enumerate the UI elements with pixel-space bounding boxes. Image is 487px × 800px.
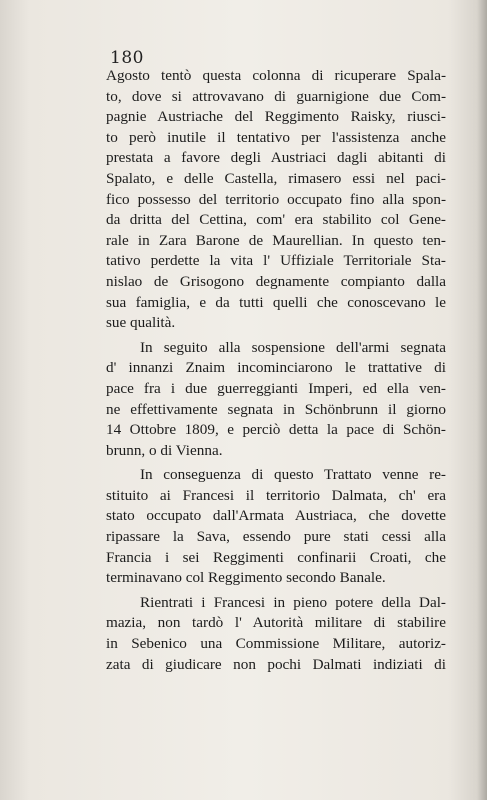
text-line: Spalato, e delle Castella, rimasero essi nel paci- bbox=[106, 169, 446, 187]
text-line: sue qualità. bbox=[106, 314, 176, 332]
text-line: Francia i sei Reggimenti confinarii Croati, che bbox=[106, 548, 446, 566]
text-line: tativo perdette la vita l' Uffiziale Territoriale Sta- bbox=[106, 252, 446, 270]
text-line: prestata a favore degli Austriaci dagli abitanti di bbox=[106, 149, 446, 167]
text-line: brunn, o di Vienna. bbox=[106, 441, 223, 459]
text-line: pagnie Austriache del Reggimento Raisky, riusci- bbox=[106, 108, 446, 126]
text-line: ripassare la Sava, essendo pure stati cessi alla bbox=[106, 528, 446, 546]
paragraph-3 bbox=[106, 465, 446, 589]
text-line: Agosto tentò questa colonna di ricuperare Spala- bbox=[106, 67, 446, 84]
text-line: fico possesso del territorio occupato fino alla spon- bbox=[106, 190, 446, 208]
paragraph-4 bbox=[106, 593, 446, 675]
page-number: 180 bbox=[110, 48, 144, 68]
text-line: in Sebenico una Commissione Militare, autoriz- bbox=[106, 635, 446, 653]
text-line: sua famiglia, e da tutti quelli che conoscevano le bbox=[106, 293, 446, 311]
text-line: stituito ai Francesi il territorio Dalmata, ch' era bbox=[106, 486, 446, 504]
text-line: In conseguenza di questo Trattato venne re- bbox=[140, 466, 446, 484]
text-line: mazia, non tardò l' Autorità militare di stabilire bbox=[106, 614, 446, 632]
paragraph-2 bbox=[106, 338, 446, 462]
text-line: pace fra i due guerreggianti Imperi, ed ella ven- bbox=[106, 379, 446, 397]
text-line: stato occupato dall'Armata Austriaca, che dovette bbox=[106, 507, 446, 525]
text-line: terminavano col Reggimento secondo Banale. bbox=[106, 569, 386, 587]
text-line: da dritta del Cettina, com' era stabilito col Gene- bbox=[106, 211, 446, 229]
body-text bbox=[106, 66, 446, 679]
text-line: In seguito alla sospensione dell'armi segnata bbox=[140, 338, 446, 356]
text-line: to, dove si attrovavano di guarnigione due Com- bbox=[106, 87, 446, 105]
text-line: zata di giudicare non pochi Dalmati indiziati di bbox=[106, 655, 446, 673]
text-line: 14 Ottobre 1809, e perciò detta la pace di Schön- bbox=[106, 421, 446, 439]
text-line: Rientrati i Francesi in pieno potere della Dal- bbox=[140, 593, 446, 611]
paragraph-1 bbox=[106, 66, 446, 334]
text-line: ne effettivamente segnata in Schönbrunn il giorno bbox=[106, 400, 446, 418]
text-line: d' innanzi Znaim incominciarono le trattative di bbox=[106, 359, 446, 377]
page-edge-shadow bbox=[477, 0, 487, 800]
text-line: to però inutile il tentativo per l'assistenza anche bbox=[106, 128, 446, 146]
text-line: rale in Zara Barone de Maurellian. In questo ten- bbox=[106, 231, 446, 249]
text-line: nislao de Grisogono degnamente compianto dalla bbox=[106, 272, 446, 290]
